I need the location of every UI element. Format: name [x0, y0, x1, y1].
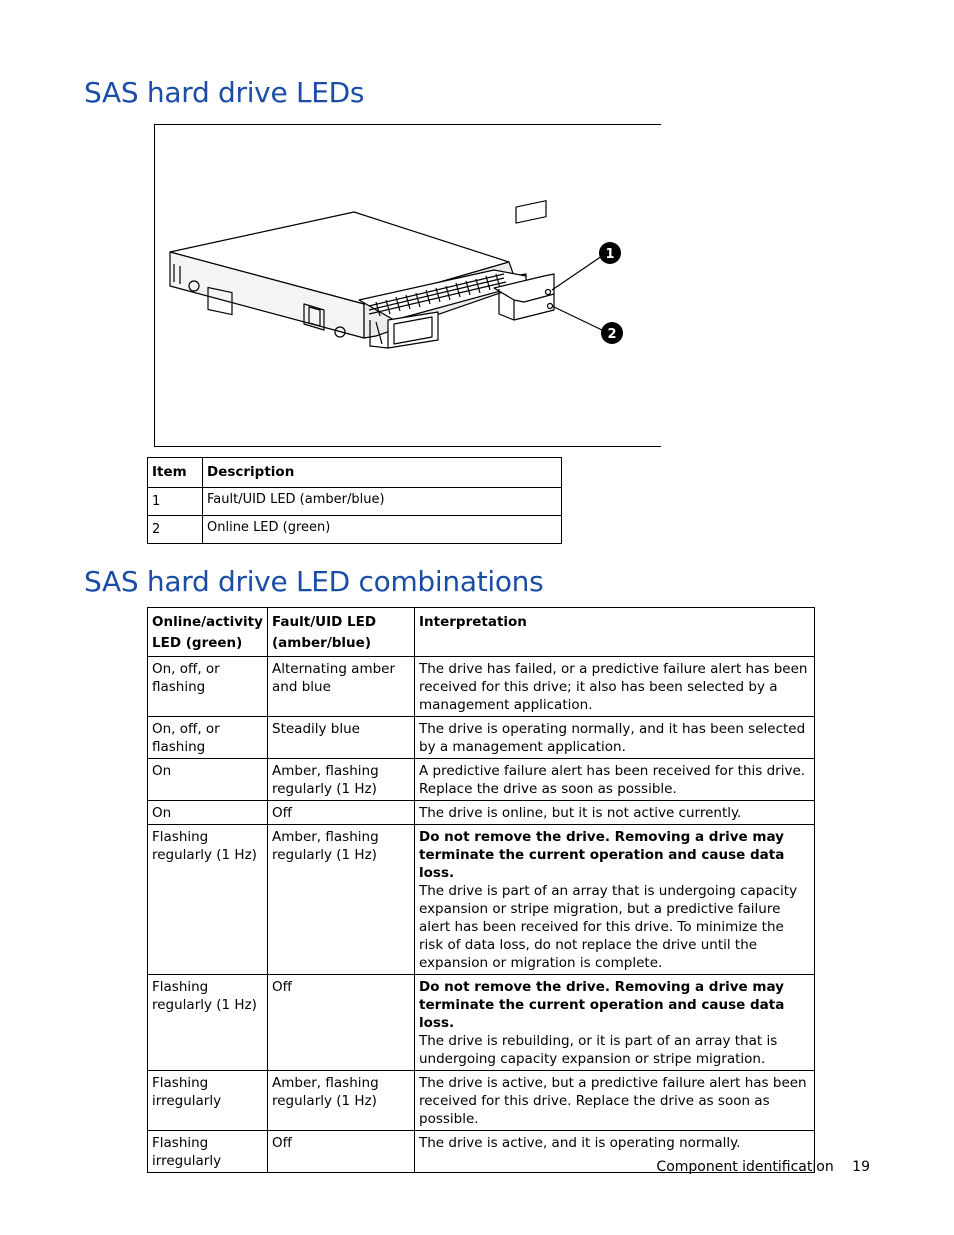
interpretation-text: The drive is active, but a predictive failure alert has been received for this drive. Replace the drive as soon as possible. — [419, 1075, 807, 1127]
interpretation-text: The drive is part of an array that is undergoing capacity expansion or stripe migration, but a predictive failure alert has been received for this drive. To minimize the risk of data loss, do not replace the drive until the expansion or migration is complete. — [419, 883, 798, 971]
hard-drive-illustration — [154, 124, 661, 447]
fault-led-cell: Alternating amber and blue — [268, 657, 415, 717]
interpretation-text: The drive is online, but it is not active currently. — [419, 805, 742, 821]
fault-led-cell: Off — [268, 801, 415, 825]
footer-section-name: Component identification — [656, 1159, 834, 1175]
header-online-activity: Online/activity LED (green) — [148, 608, 268, 657]
item-number: 1 — [148, 488, 203, 516]
interpretation-cell — [415, 801, 815, 825]
interpretation-cell — [415, 1071, 815, 1131]
interpretation-text: The drive has failed, or a predictive failure alert has been received for this drive; it also has been selected by a management application. — [419, 661, 808, 713]
table-row — [148, 801, 815, 825]
table-row — [148, 975, 815, 1071]
interpretation-cell — [415, 825, 815, 975]
table-header-row — [148, 608, 815, 657]
warning-text: Do not remove the drive. Removing a drive may terminate the current operation and cause data loss. — [419, 979, 785, 1031]
page-number: 19 — [852, 1159, 870, 1175]
header-description: Description — [203, 458, 562, 488]
table-row — [148, 488, 562, 516]
fault-led-cell: Steadily blue — [268, 717, 415, 759]
online-led-cell: Flashing irregularly — [148, 1071, 268, 1131]
interpretation-text: The drive is operating normally, and it has been selected by a management application. — [419, 721, 806, 755]
interpretation-text: The drive is active, and it is operating normally. — [419, 1135, 741, 1151]
online-led-cell: Flashing irregularly — [148, 1131, 268, 1173]
section-title-led-combinations: SAS hard drive LED combinations — [84, 565, 544, 598]
interpretation-cell — [415, 717, 815, 759]
interpretation-cell — [415, 975, 815, 1071]
interpretation-cell — [415, 759, 815, 801]
table-header-row — [148, 458, 562, 488]
fault-led-cell: Amber, flashing regularly (1 Hz) — [268, 759, 415, 801]
item-description: Fault/UID LED (amber/blue) — [203, 488, 562, 516]
header-fault-uid: Fault/UID LED (amber/blue) — [268, 608, 415, 657]
online-led-cell: Flashing regularly (1 Hz) — [148, 975, 268, 1071]
online-led-cell: On — [148, 759, 268, 801]
fault-led-cell: Amber, flashing regularly (1 Hz) — [268, 1071, 415, 1131]
table-row — [148, 759, 815, 801]
item-number: 2 — [148, 516, 203, 544]
table-row — [148, 657, 815, 717]
led-combinations-table — [147, 607, 815, 1173]
header-interpretation: Interpretation — [415, 608, 815, 657]
online-led-cell: On, off, or flashing — [148, 717, 268, 759]
online-led-cell: On — [148, 801, 268, 825]
hard-drive-figure — [154, 124, 661, 447]
online-led-cell: On, off, or flashing — [148, 657, 268, 717]
svg-text:2: 2 — [607, 327, 617, 342]
interpretation-text: The drive is rebuilding, or it is part of an array that is undergoing capacity expansion or stripe migration. — [419, 1033, 778, 1067]
section-title-sas-hard-drive-leds: SAS hard drive LEDs — [84, 76, 365, 109]
fault-led-cell: Off — [268, 1131, 415, 1173]
svg-text:1: 1 — [605, 247, 615, 262]
interpretation-cell — [415, 657, 815, 717]
header-item: Item — [148, 458, 203, 488]
table-row — [148, 516, 562, 544]
page-footer — [656, 1159, 870, 1175]
table-row — [148, 717, 815, 759]
callout-1 — [599, 242, 621, 264]
callout-2 — [601, 322, 623, 344]
interpretation-text: A predictive failure alert has been received for this drive. Replace the drive as soon as possible. — [419, 763, 806, 797]
fault-led-cell: Amber, flashing regularly (1 Hz) — [268, 825, 415, 975]
online-led-cell: Flashing regularly (1 Hz) — [148, 825, 268, 975]
fault-led-cell: Off — [268, 975, 415, 1071]
item-description: Online LED (green) — [203, 516, 562, 544]
table-row — [148, 825, 815, 975]
table-row — [148, 1071, 815, 1131]
led-item-table — [147, 457, 562, 544]
warning-text: Do not remove the drive. Removing a drive may terminate the current operation and cause data loss. — [419, 829, 785, 881]
